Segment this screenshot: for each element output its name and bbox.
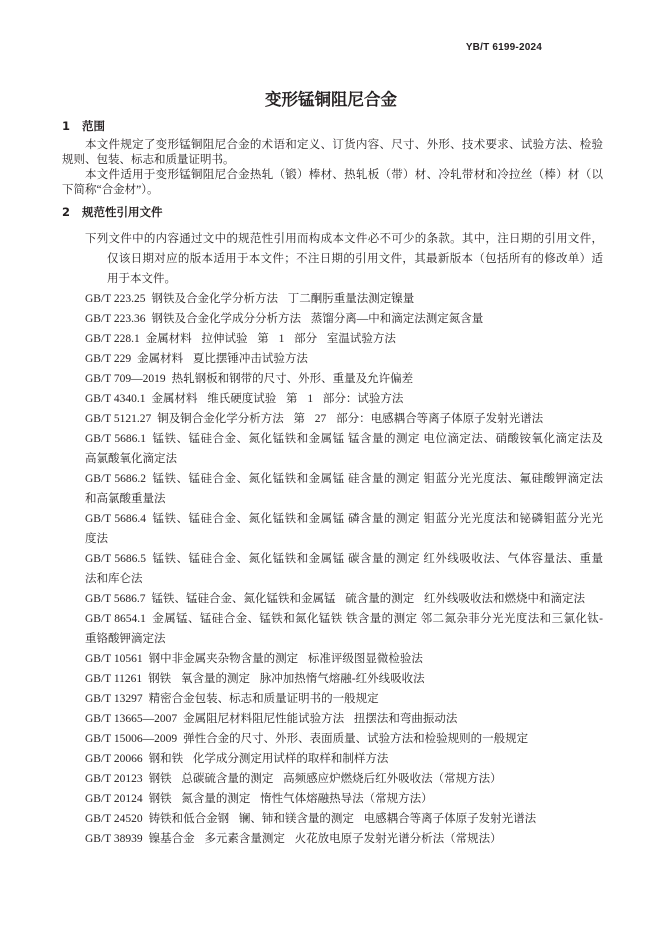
reference-item	[85, 669, 603, 689]
reference-item	[85, 749, 603, 769]
reference-title: 钢铁及合金化学分析方法 丁二酮肟重量法测定镍量	[151, 293, 415, 305]
reference-code: GB/T 5686.7	[85, 593, 146, 605]
reference-title: 金属锰、锰硅合金、锰铁和氮化锰铁 铁含量的测定 邻二氮杂菲分光光度法和三氯化钛-	[151, 613, 603, 625]
reference-line	[85, 609, 603, 629]
reference-item	[85, 789, 603, 809]
section-number: 2	[62, 205, 71, 219]
reference-title: 金属材料 夏比摆锤冲击试验方法	[137, 353, 308, 365]
reference-code: GB/T 229	[85, 353, 132, 365]
reference-code: GB/T 8654.1	[85, 613, 146, 625]
reference-title: 锰铁、锰硅合金、氮化锰铁和金属锰 碳含量的测定 红外线吸收法、气体容量法、重量	[152, 553, 603, 565]
document-title: 变形锰铜阻尼合金	[265, 90, 397, 109]
reference-item	[85, 309, 603, 329]
reference-item	[85, 349, 603, 369]
reference-line	[85, 549, 603, 569]
section-2-heading	[62, 204, 163, 220]
reference-title: 钢铁及合金化学成分分析方法 蒸馏分离—中和滴定法测定氮含量	[151, 313, 484, 325]
reference-code: GB/T 223.25	[85, 293, 146, 305]
reference-line	[85, 429, 603, 449]
reference-code: GB/T 20066	[85, 753, 143, 765]
normative-references-intro-line: 仅该日期对应的版本适用于本文件；不注日期的引用文件，其最新版本（包括所有的修改单）适	[107, 253, 603, 265]
scope-paragraph-line: 本文件适用于变形锰铜阻尼合金热轧（锻）棒材、热轧板（带）材、冷轧带材和冷拉丝（棒）材（以	[85, 169, 603, 181]
reference-title: 锰铁、锰硅合金、氮化锰铁和金属锰 磷含量的测定 钼蓝分光光度法和铋磷钼蓝分光光	[152, 513, 603, 525]
section-title: 规范性引用文件	[82, 205, 163, 219]
reference-code: GB/T 5686.1	[85, 433, 146, 445]
reference-code: GB/T 5686.5	[85, 553, 146, 565]
reference-title: 钢铁 氧含量的测定 脉冲加热惰气熔融-红外线吸收法	[148, 673, 425, 685]
reference-item	[85, 409, 603, 429]
reference-item	[85, 829, 603, 849]
reference-item	[85, 289, 603, 309]
reference-item	[62, 509, 603, 549]
scope-paragraph-line: 下简称“合金材”）。	[62, 184, 159, 196]
reference-code: GB/T 709—2019	[85, 373, 166, 385]
reference-item	[85, 689, 603, 709]
reference-item	[62, 549, 603, 589]
section-1-heading	[62, 118, 105, 134]
reference-item	[62, 429, 603, 469]
reference-item	[62, 469, 603, 509]
reference-code: GB/T 13297	[85, 693, 143, 705]
scope-paragraph-line: 本文件规定了变形锰铜阻尼合金的术语和定义、订货内容、尺寸、外形、技术要求、试验方法、检验	[85, 139, 603, 151]
reference-code: GB/T 20123	[85, 773, 143, 785]
reference-title: 钢铁 总碳硫含量的测定 高频感应炉燃烧后红外吸收法（常规方法）	[148, 773, 502, 785]
reference-code: GB/T 5686.2	[85, 473, 146, 485]
reference-line	[85, 469, 603, 489]
reference-title: 金属阻尼材料阻尼性能试验方法 扭摆法和弯曲振动法	[183, 713, 458, 725]
reference-title-continuation: 法和库仑法	[85, 573, 143, 585]
reference-title: 锰铁、锰硅合金、氮化锰铁和金属锰 锰含量的测定 电位滴定法、硝酸铵氧化滴定法及	[152, 433, 603, 445]
reference-code: GB/T 4340.1	[85, 393, 146, 405]
reference-code: GB/T 24520	[85, 813, 143, 825]
scope-section-body	[62, 138, 603, 198]
reference-title-continuation: 重铬酸钾滴定法	[85, 633, 166, 645]
reference-code: GB/T 11261	[85, 673, 143, 685]
reference-title-continuation: 和高氯酸重量法	[85, 493, 166, 505]
reference-title: 铸铁和低合金钢 镧、铈和镁含量的测定 电感耦合等离子体原子发射光谱法	[148, 813, 537, 825]
reference-title: 精密合金包装、标志和质量证明书的一般规定	[148, 693, 379, 705]
reference-code: GB/T 5121.27	[85, 413, 152, 425]
reference-item	[85, 769, 603, 789]
reference-title: 金属材料 拉伸试验 第 1 部分 室温试验方法	[145, 333, 396, 345]
reference-title: 热轧钢板和钢带的尺寸、外形、重量及允许偏差	[171, 373, 414, 385]
reference-title-continuation: 高氯酸氧化滴定法	[85, 453, 177, 465]
reference-item	[85, 809, 603, 829]
reference-code: GB/T 228.1	[85, 333, 140, 345]
reference-item	[85, 709, 603, 729]
reference-item	[62, 609, 603, 649]
reference-title: 弹性合金的尺寸、外形、表面质量、试验方法和检验规则的一般规定	[183, 733, 529, 745]
reference-title: 钢和铁 化学成分测定用试样的取样和制样方法	[148, 753, 389, 765]
reference-title: 钢铁 氮含量的测定 惰性气体熔融热导法（常规方法）	[148, 793, 433, 805]
normative-references-body	[62, 229, 603, 849]
reference-code: GB/T 20124	[85, 793, 143, 805]
reference-item	[85, 389, 603, 409]
normative-references-intro-line: 用于本文件。	[107, 273, 176, 285]
reference-title: 锰铁、锰硅合金、氮化锰铁和金属锰 硫含量的测定 红外线吸收法和燃烧中和滴定法	[151, 593, 586, 605]
reference-title: 金属材料 维氏硬度试验 第 1 部分：试验方法	[151, 393, 404, 405]
reference-code: GB/T 5686.4	[85, 513, 146, 525]
normative-references-intro-line: 下列文件中的内容通过文中的规范性引用而构成本文件必不可少的条款。其中，注日期的引用文件，	[85, 233, 603, 245]
reference-item	[85, 369, 603, 389]
running-header: YB/T 6199-2024	[465, 42, 542, 53]
reference-item	[85, 329, 603, 349]
section-number: 1	[62, 119, 71, 133]
section-title: 范围	[82, 119, 105, 133]
reference-title-continuation: 度法	[85, 533, 108, 545]
scope-paragraph-line: 规则、包装、标志和质量证明书。	[62, 154, 235, 166]
reference-title: 锰铁、锰硅合金、氮化锰铁和金属锰 硅含量的测定 钼蓝分光光度法、氟硅酸钾滴定法	[152, 473, 603, 485]
reference-code: GB/T 15006—2009	[85, 733, 178, 745]
reference-code: GB/T 10561	[85, 653, 143, 665]
reference-code: GB/T 223.36	[85, 313, 146, 325]
reference-code: GB/T 13665—2007	[85, 713, 178, 725]
reference-title: 铜及铜合金化学分析方法 第 27 部分：电感耦合等离子体原子发射光谱法	[157, 413, 544, 425]
reference-item	[85, 729, 603, 749]
reference-title: 钢中非金属夹杂物含量的测定 标准评级图显微检验法	[148, 653, 423, 665]
reference-item	[85, 589, 603, 609]
reference-item	[85, 649, 603, 669]
reference-title: 镍基合金 多元素含量测定 火花放电原子发射光谱分析法（常规法）	[148, 833, 502, 845]
reference-line	[85, 509, 603, 529]
reference-code: GB/T 38939	[85, 833, 143, 845]
